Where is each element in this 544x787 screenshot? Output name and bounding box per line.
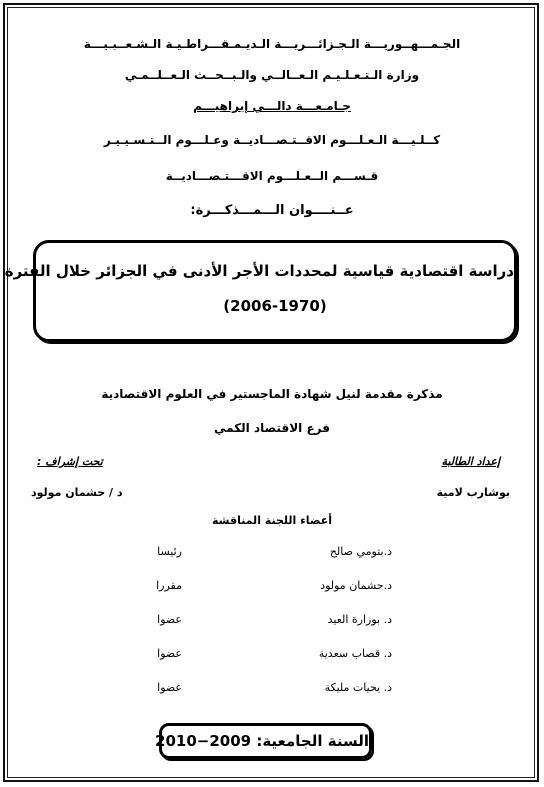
committee-member-role: عضوا: [157, 681, 182, 694]
ministry-heading: وزارة الـتـعـلـيـم الـعــالــي والـبــحــث الـعــلــمـي: [124, 68, 420, 82]
republic-heading: الجـمـــهــوريـــة الـجـزائـــريـــة الـديـمـقـــراطـيـة الـشـعــبـيـــة: [83, 37, 461, 51]
memo-purpose: مذكرة مقدمة لنيل شهادة الماجستير في العلوم الاقتصادية: [101, 387, 443, 401]
academic-year: السنة الجامعية: 2009−2010: [155, 732, 369, 750]
academic-year-box: [155, 723, 372, 759]
student-label: إعداد الطالبة: [441, 455, 500, 468]
committee-member-name: د. بوزارة العيد: [327, 613, 392, 626]
committee-member-name: د. يحيات مليكة: [324, 681, 392, 694]
student-name: بوشارب لامية: [436, 486, 510, 499]
committee-member-role: عضوا: [157, 647, 182, 660]
committee-member-role: عضوا: [157, 613, 182, 626]
committee-member-name: د.بتومي صالح: [329, 545, 392, 558]
department-heading: قـســـم الــعـلـــوم الاقـــتـصـــاديــة: [165, 169, 379, 183]
university-heading: جـامـعـــة دالـــي إبراهيـــم: [193, 99, 351, 113]
supervisor-name: د / حشمان مولود: [31, 486, 123, 499]
thesis-title-box: [4, 240, 517, 342]
thesis-period: (2006-1970): [223, 297, 327, 315]
thesis-title: دراسة اقتصادية قياسية لمحددات الأجر الأدنى في الجزائر خلال الفترة: [4, 262, 514, 280]
memo-branch: فرع الاقتصاد الكمي: [214, 421, 330, 435]
committee-member-role: رئيسا: [157, 545, 182, 558]
committee-heading: أعضاء اللجنة المناقشة: [212, 514, 332, 527]
faculty-heading: كــلـيـــة الـعـلـــوم الاقــتـصـــاديــة وعـلـــوم الــتـسـيـيـر: [103, 133, 441, 147]
memo-title-label: عــنــــوان الـــمـــذكـــرة:: [190, 203, 354, 218]
committee-member-name: د. قصاب سعدية: [318, 647, 392, 660]
supervisor-label: تحت إشراف :: [37, 455, 103, 468]
committee-member-role: مقررا: [156, 579, 182, 592]
committee-member-name: د.حشمان مولود: [320, 579, 392, 592]
